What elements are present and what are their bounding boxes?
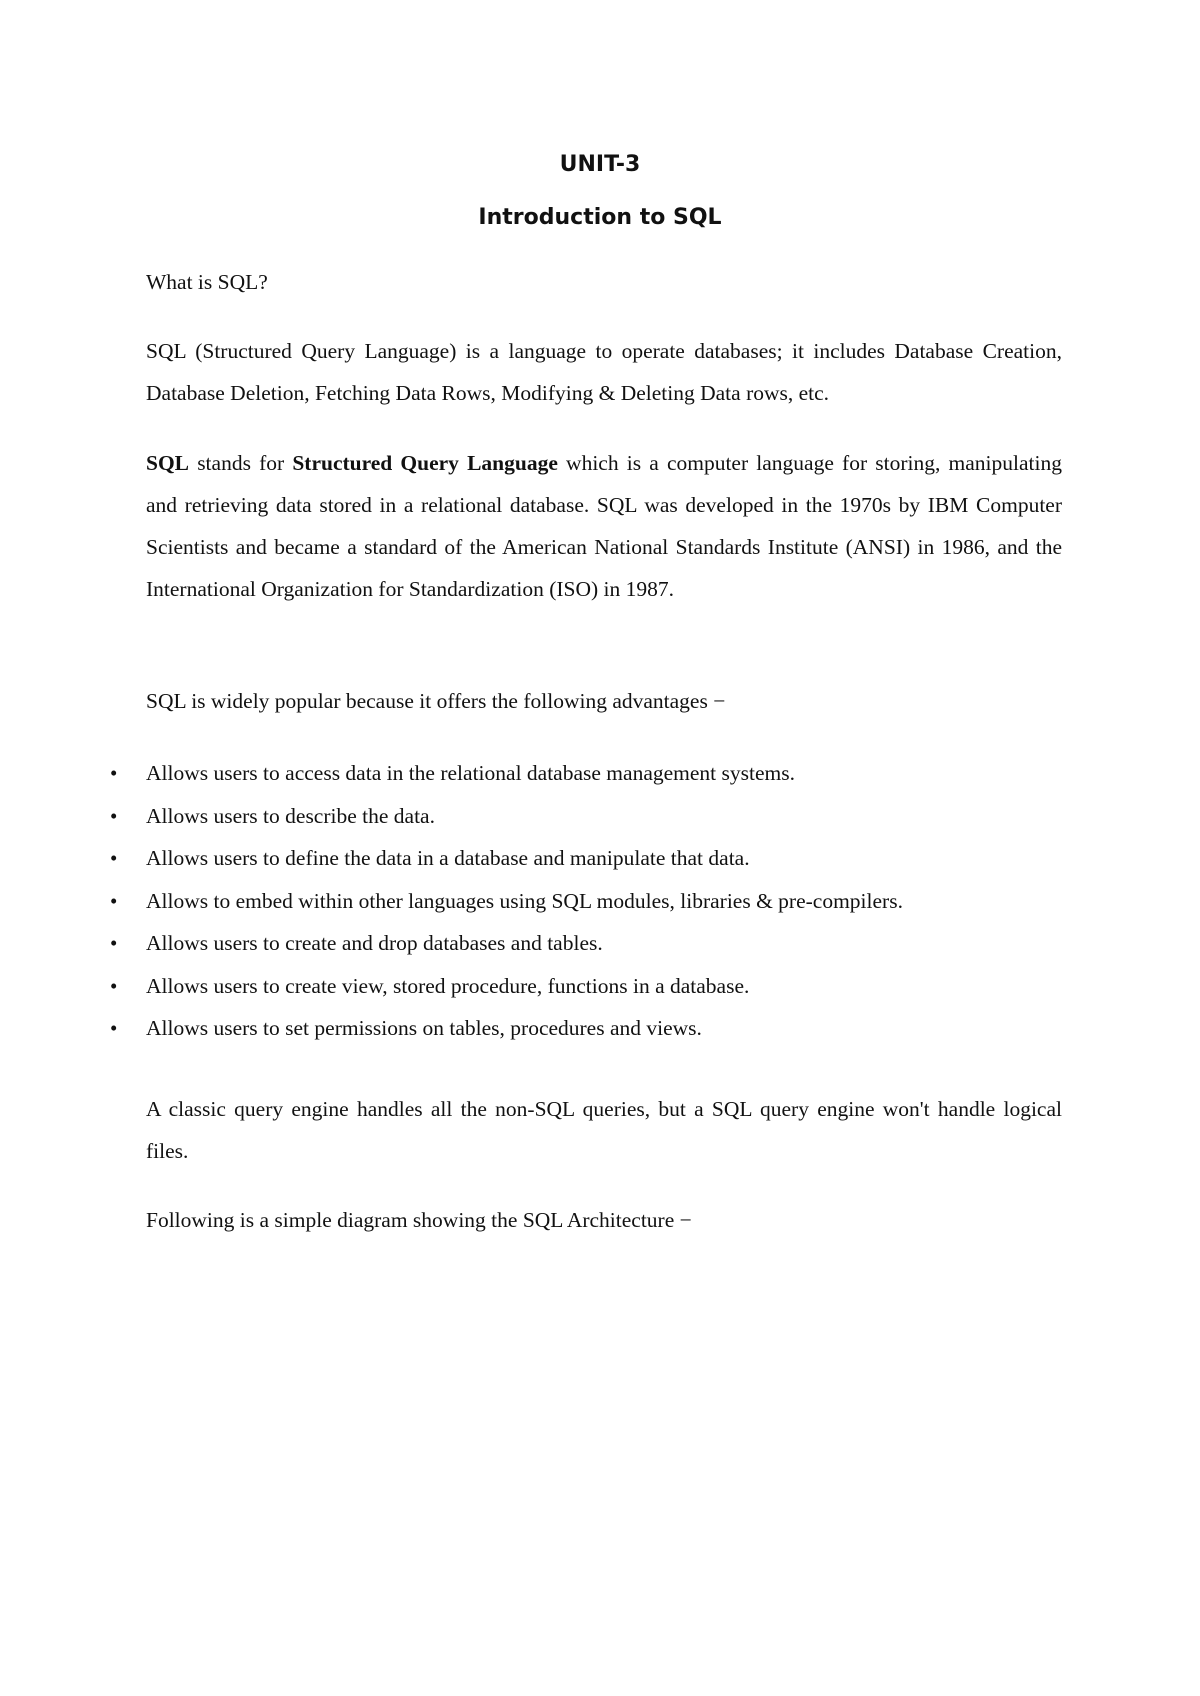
page-title: Introduction to SQL <box>478 205 722 230</box>
diagram-intro: Following is a simple diagram showing the SQL Architecture − <box>146 1208 692 1232</box>
list-item-text: Allows users to create and drop databases and tables. <box>146 931 603 955</box>
bullet-icon: • <box>110 803 118 828</box>
list-item <box>108 1007 1068 1050</box>
stands-for-rest: which is a computer language for storing, manipulating and retrieving data stored in a relational database. SQL was developed in the 1970s by IBM Computer Scientists and became a standard of the American National Standards Institute (ANSI) in 1986, and the International Organization for Standardization (ISO) in 1987. <box>146 451 1062 601</box>
list-item-text: Allows users to set permissions on tables, procedures and views. <box>146 1016 702 1040</box>
list-item-text: Allows users to access data in the relational database management systems. <box>146 761 795 785</box>
list-item-text: Allows users to create view, stored procedure, functions in a database. <box>146 973 750 998</box>
bullet-icon: • <box>110 846 118 870</box>
list-item-text: Allows to embed within other languages using SQL modules, libraries & pre-compilers. <box>146 888 903 913</box>
question-heading: What is SQL? <box>146 270 268 294</box>
bullet-icon: • <box>110 761 118 785</box>
bullet-icon: • <box>110 931 118 955</box>
bullet-icon: • <box>110 1016 118 1040</box>
stands-for-text: stands for <box>189 451 293 475</box>
bullet-icon: • <box>110 973 118 998</box>
list-item <box>108 837 1068 880</box>
list-item <box>108 965 1068 1008</box>
sql-term: SQL <box>146 451 190 475</box>
definition-paragraph: SQL (Structured Query Language) is a language to operate databases; it includes Database Creation, Database Deletion, Fetching Data Rows, Modifying & Deleting Data rows, etc. <box>146 339 1062 405</box>
advantages-intro: SQL is widely popular because it offers the following advantages − <box>146 689 726 713</box>
list-item <box>108 922 1068 965</box>
list-item-text: Allows users to define the data in a database and manipulate that data. <box>146 846 750 870</box>
unit-heading: UNIT-3 <box>559 152 641 177</box>
sql-expansion: Structured Query Language <box>292 451 558 475</box>
bullet-icon: • <box>110 888 118 913</box>
list-item-text: Allows users to describe the data. <box>146 803 435 828</box>
list-item <box>108 752 1068 795</box>
stands-for-paragraph <box>146 442 1062 610</box>
list-item <box>108 880 1068 923</box>
list-item <box>108 795 1068 838</box>
advantages-list <box>108 752 1068 1050</box>
query-engine-paragraph: A classic query engine handles all the non-SQL queries, but a SQL query engine won't handle logical files. <box>146 1097 1062 1163</box>
